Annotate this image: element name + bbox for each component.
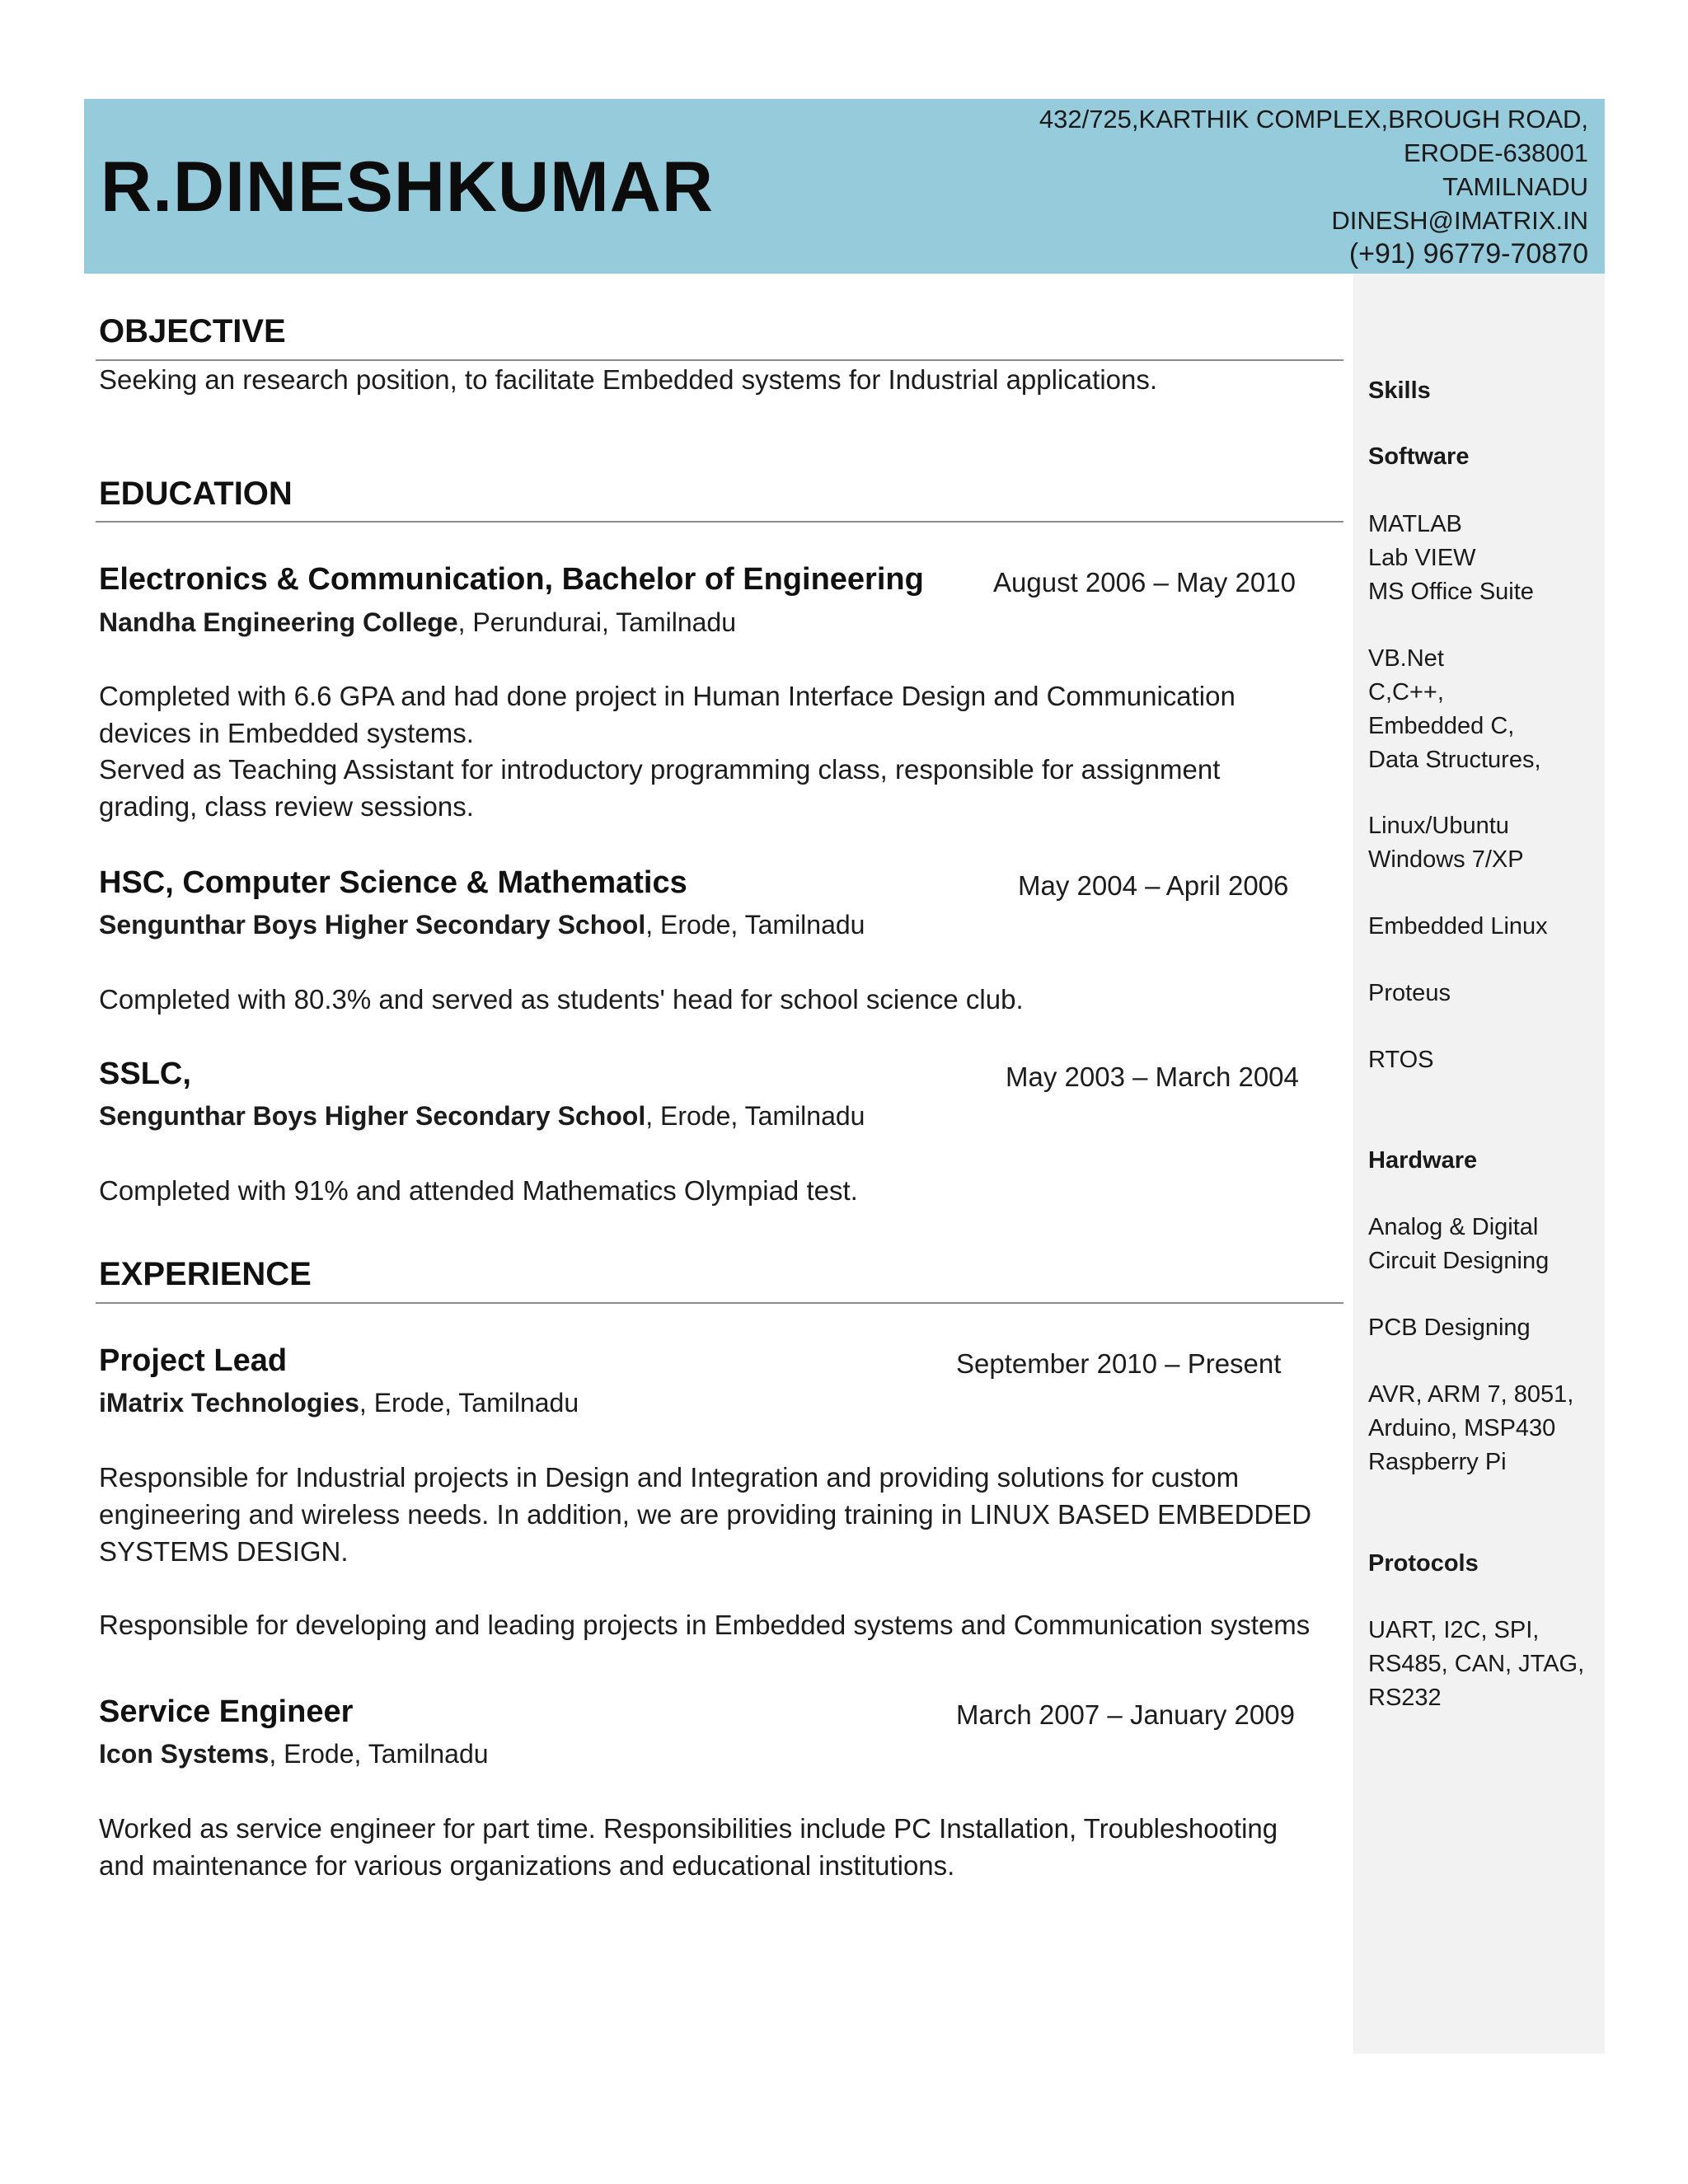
skill-item: PCB Designing <box>1368 1315 1531 1341</box>
experience-detail: Responsible for developing and leading projects in Embedded systems and Communication systems <box>99 1610 1311 1640</box>
institution-location: , Perundurai, Tamilnadu <box>457 607 736 637</box>
institution-name: Nandha Engineering College <box>99 607 458 637</box>
company-location: , Erode, Tamilnadu <box>269 1739 489 1769</box>
education-title: HSC, Computer Science & Mathematics <box>99 865 687 900</box>
address-line-2: ERODE-638001 <box>1403 138 1588 167</box>
education-detail: Completed with 6.6 GPA and had done project in Human Interface Design and Communication <box>99 681 1236 711</box>
skill-item: Circuit Designing <box>1368 1248 1550 1274</box>
experience-dates: March 2007 – January 2009 <box>956 1699 1295 1730</box>
experience-title: Project Lead <box>99 1343 288 1378</box>
education-heading: EDUCATION <box>99 476 293 512</box>
hardware-heading: Hardware <box>1368 1147 1478 1174</box>
skill-item: C,C++, <box>1368 679 1444 705</box>
institution-name: Sengunthar Boys Higher Secondary School <box>99 910 646 940</box>
skills-heading: Skills <box>1368 377 1431 404</box>
experience-detail: engineering and wireless needs. In addition, we are providing training in LINUX BASED EMBEDDED <box>99 1499 1312 1530</box>
institution-location: , Erode, Tamilnadu <box>645 910 865 940</box>
experience-company <box>99 1388 579 1418</box>
skill-item: Linux/Ubuntu <box>1368 813 1509 839</box>
objective-heading: OBJECTIVE <box>99 313 286 349</box>
education-dates: May 2003 – March 2004 <box>1006 1062 1299 1092</box>
skill-item: Windows 7/XP <box>1368 846 1524 873</box>
education-institution <box>99 607 736 638</box>
experience-detail: and maintenance for various organizations and educational institutions. <box>99 1850 955 1881</box>
skill-item: Raspberry Pi <box>1368 1449 1507 1475</box>
skill-item: RTOS <box>1368 1047 1434 1073</box>
skill-item: AVR, ARM 7, 8051, <box>1368 1381 1574 1408</box>
software-heading: Software <box>1368 443 1470 470</box>
company-location: , Erode, Tamilnadu <box>359 1388 579 1418</box>
institution-location: , Erode, Tamilnadu <box>645 1101 865 1131</box>
education-title: Electronics & Communication, Bachelor of Engineering <box>99 562 924 597</box>
education-detail: Served as Teaching Assistant for introductory programming class, responsible for assignment <box>99 754 1221 785</box>
education-detail: grading, class review sessions. <box>99 791 474 822</box>
skill-item: UART, I2C, SPI, <box>1368 1617 1540 1643</box>
skill-item: Lab VIEW <box>1368 545 1476 571</box>
skill-item: RS232 <box>1368 1685 1442 1711</box>
skill-item: VB.Net <box>1368 645 1444 672</box>
experience-dates: September 2010 – Present <box>956 1348 1282 1379</box>
header-band <box>84 99 1605 274</box>
education-detail: Completed with 91% and attended Mathematics Olympiad test. <box>99 1175 858 1206</box>
experience-detail: Worked as service engineer for part time. Responsibilities include PC Installation, Troubleshooting <box>99 1813 1278 1844</box>
skill-item: Arduino, MSP430 <box>1368 1415 1556 1441</box>
education-title: SSLC, <box>99 1057 191 1091</box>
skills-sidebar <box>1353 274 1605 2054</box>
education-detail: Completed with 80.3% and served as students' head for school science club. <box>99 984 1024 1015</box>
skill-item: Proteus <box>1368 980 1451 1006</box>
objective-text: Seeking an research position, to facilitate Embedded systems for Industrial applications. <box>99 364 1158 395</box>
skill-item: Embedded C, <box>1368 713 1515 739</box>
address-line-1: 432/725,KARTHIK COMPLEX,BROUGH ROAD, <box>1039 105 1588 134</box>
section-divider <box>96 1302 1343 1304</box>
skill-item: MS Office Suite <box>1368 579 1534 605</box>
institution-name: Sengunthar Boys Higher Secondary School <box>99 1101 646 1131</box>
company-name: Icon Systems <box>99 1739 270 1769</box>
candidate-name: R.DINESHKUMAR <box>101 148 714 227</box>
address-line-3: TAMILNADU <box>1442 172 1588 201</box>
email-text: DINESH@IMATRIX.IN <box>1331 206 1588 235</box>
education-institution <box>99 910 865 940</box>
experience-company <box>99 1739 489 1769</box>
protocols-heading: Protocols <box>1368 1550 1479 1577</box>
contact-block <box>1039 102 1588 271</box>
section-divider <box>96 521 1343 523</box>
skill-item: Analog & Digital <box>1368 1214 1539 1240</box>
skill-item: RS485, CAN, JTAG, <box>1368 1651 1585 1677</box>
skill-item: Embedded Linux <box>1368 913 1548 940</box>
skill-item: MATLAB <box>1368 511 1462 537</box>
experience-heading: EXPERIENCE <box>99 1256 312 1292</box>
experience-detail: Responsible for Industrial projects in Design and Integration and providing solutions for custom <box>99 1462 1240 1493</box>
education-dates: August 2006 – May 2010 <box>993 567 1296 598</box>
phone-text: (+91) 96779-70870 <box>1348 238 1588 269</box>
experience-title: Service Engineer <box>99 1694 354 1729</box>
company-name: iMatrix Technologies <box>99 1388 359 1418</box>
education-dates: May 2004 – April 2006 <box>1018 870 1289 901</box>
skill-item: Data Structures, <box>1368 747 1541 773</box>
education-detail: devices in Embedded systems. <box>99 718 474 748</box>
education-institution <box>99 1101 865 1132</box>
experience-detail: SYSTEMS DESIGN. <box>99 1536 349 1567</box>
